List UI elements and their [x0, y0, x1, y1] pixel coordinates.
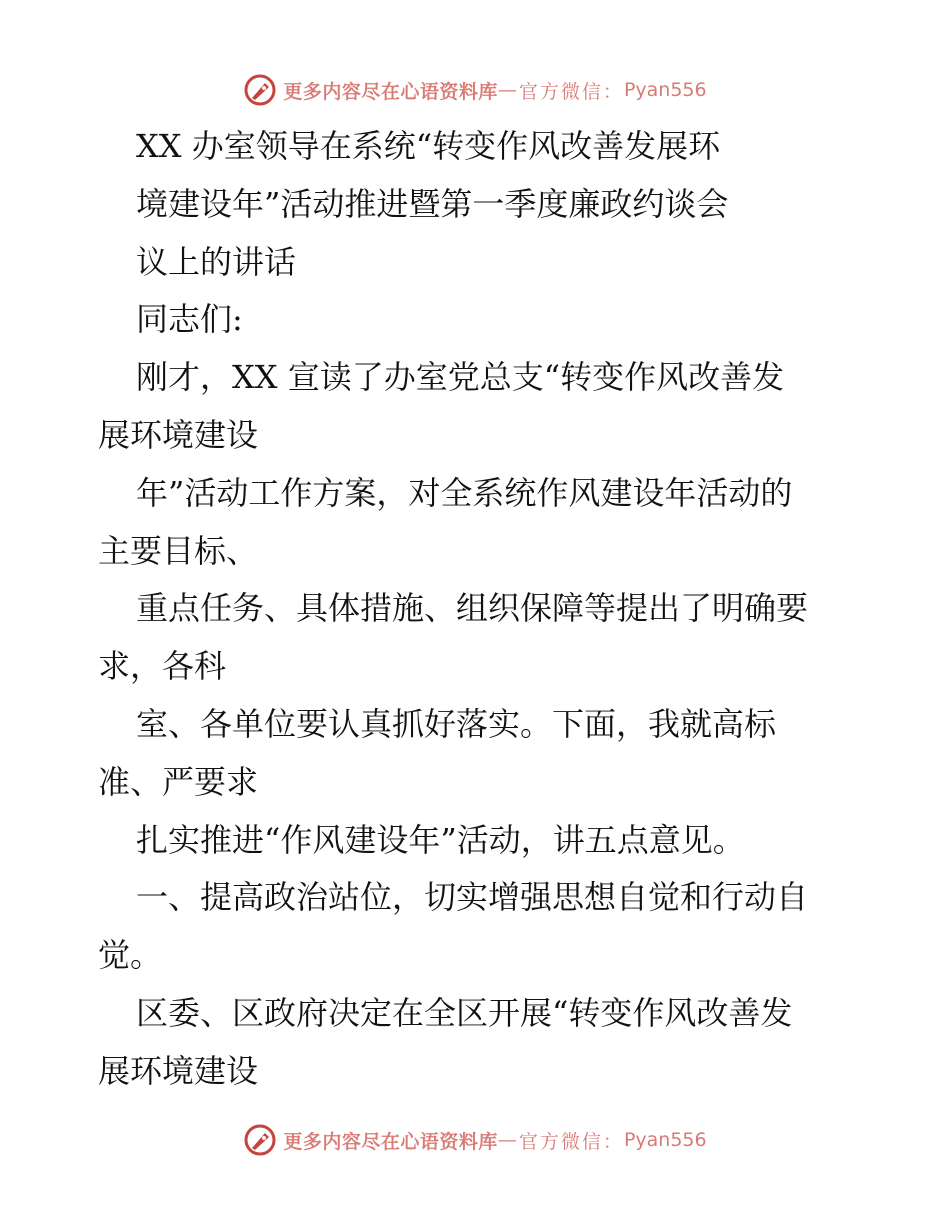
banner-slogan: 更多内容尽在心语资料库 — [283, 1130, 498, 1153]
footer-banner — [0, 1120, 950, 1160]
banner-separator: — — [497, 1129, 517, 1151]
section-heading-line: 觉。 — [98, 936, 163, 975]
pen-nib-logo-icon — [243, 73, 277, 107]
pen-nib-logo-icon — [243, 1123, 277, 1157]
paragraph-line: 展环境建设 — [98, 415, 259, 454]
paragraph-line: 区委、区政府决定在全区开展“转变作风改善发 — [136, 993, 793, 1032]
paragraph-line: 年”活动工作方案，对全系统作风建设年活动的 — [136, 473, 793, 512]
header-banner — [0, 70, 950, 110]
title-line: XX 办室领导在系统“转变作风改善发展环 — [136, 127, 721, 165]
title-line: 境建设年”活动推进暨第一季度廉政约谈会 — [136, 184, 729, 223]
banner-separator: — — [497, 79, 517, 101]
banner-official-label: 官方微信： — [518, 80, 624, 103]
paragraph-line: 刚才，XX 宣读了办室党总支“转变作风改善发 — [136, 358, 785, 397]
banner-wechat-id: Pyan556 — [623, 79, 707, 101]
paragraph-line: 室、各单位要认真抓好落实。下面，我就高标 — [136, 704, 777, 743]
section-heading-line: 一、提高政治站位，切实增强思想自觉和行动自 — [136, 878, 809, 917]
banner-slogan: 更多内容尽在心语资料库 — [283, 80, 498, 103]
paragraph-line: 重点任务、具体措施、组织保障等提出了明确要 — [136, 589, 809, 628]
paragraph-line: 展环境建设 — [98, 1051, 259, 1090]
banner-wechat-id: Pyan556 — [623, 1129, 707, 1151]
paragraph-line: 扎实推进“作风建设年”活动，讲五点意见。 — [136, 820, 745, 859]
document-body — [98, 118, 858, 1101]
paragraph-line: 准、严要求 — [98, 762, 259, 801]
salutation: 同志们: — [136, 300, 243, 339]
paragraph-line: 求，各科 — [98, 647, 227, 686]
title-line: 议上的讲话 — [136, 242, 297, 281]
banner-official-label: 官方微信： — [518, 1130, 624, 1153]
paragraph-line: 主要目标、 — [98, 531, 259, 570]
